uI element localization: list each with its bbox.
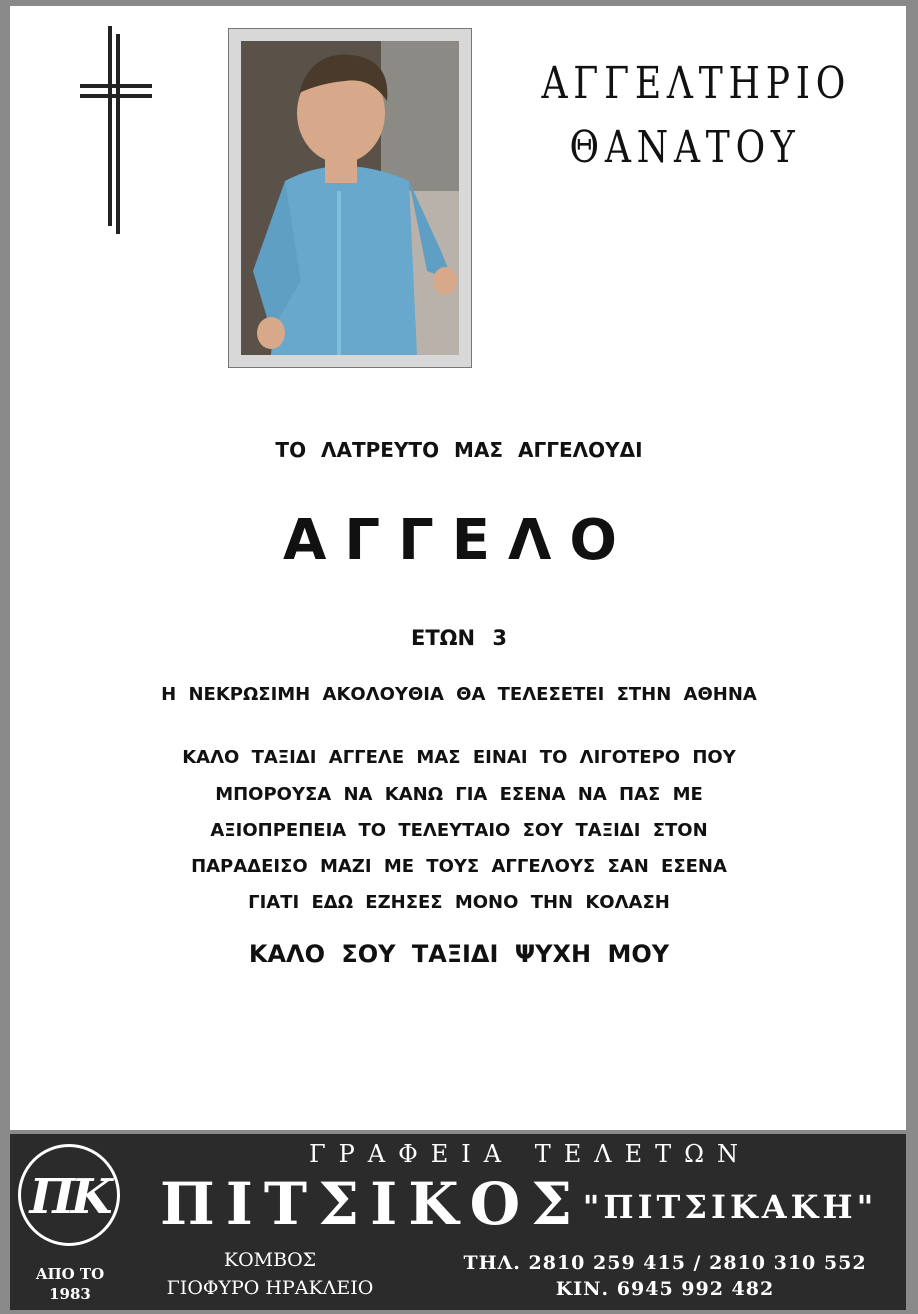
farewell-line: ΚΑΛΟ ΣΟΥ ΤΑΞΙΔΙ ΨΥΧΗ ΜΟΥ: [248, 940, 670, 968]
contact-phones: [450, 1250, 880, 1302]
notice-title: [541, 52, 852, 180]
title-line-2: ΘΑΝΑΤΟΥ: [569, 122, 801, 173]
message-line: ΓΙΑΤΙ ΕΔΩ ΕΖΗΣΕΣ ΜΟΝΟ ΤΗΝ ΚΟΛΑΣΗ: [248, 892, 670, 913]
address: [165, 1246, 375, 1302]
since-label: [20, 1264, 120, 1304]
title-line-1: ΑΓΓΕΛΤΗΡΙΟ: [541, 58, 852, 109]
logo-text: ΠΚ: [29, 1169, 109, 1225]
office-label: ΓΡΑΦΕΙΑ ΤΕΛΕΤΩΝ: [308, 1140, 752, 1168]
deceased-name: ΑΓΓΕΛΟ: [283, 508, 635, 573]
message-line: ΜΠΟΡΟΥΣΑ ΝΑ ΚΑΝΩ ΓΙΑ ΕΣΕΝΑ ΝΑ ΠΑΣ ΜΕ: [215, 784, 703, 805]
age-line: ΕΤΩΝ 3: [410, 626, 508, 650]
brand-alt-name: "ΠΙΤΣΙΚΑΚΗ": [582, 1188, 878, 1226]
funeral-home-logo: [18, 1144, 120, 1246]
intro-line: ΤΟ ΛΑΤΡΕΥΤΟ ΜΑΣ ΑΓΓΕΛΟΥΔΙ: [275, 438, 643, 462]
brand-name: ΠΙΤΣΙΚΟΣ: [160, 1170, 584, 1238]
funeral-line: Η ΝΕΚΡΩΣΙΜΗ ΑΚΟΛΟΥΘΙΑ ΘΑ ΤΕΛΕΣΕΤΕΙ ΣΤΗΝ ΑΘΗΝΑ: [161, 684, 757, 705]
message-line: ΚΑΛΟ ΤΑΞΙΔΙ ΑΓΓΕΛΕ ΜΑΣ ΕΙΝΑΙ ΤΟ ΛΙΓΟΤΕΡΟ ΠΟΥ: [182, 747, 736, 768]
photo-frame: [228, 28, 472, 368]
mobile-line: ΚΙΝ. 6945 992 482: [555, 1278, 775, 1300]
message-line: ΠΑΡΑΔΕΙΣΟ ΜΑΖΙ ΜΕ ΤΟΥΣ ΑΓΓΕΛΟΥΣ ΣΑΝ ΕΣΕΝΑ: [191, 856, 727, 877]
funeral-home-footer: [10, 1134, 906, 1310]
message-line: ΑΞΙΟΠΡΕΠΕΙΑ ΤΟ ΤΕΛΕΥΤΑΙΟ ΣΟΥ ΤΑΞΙΔΙ ΣΤΟΝ: [210, 820, 708, 841]
since-line-1: ΑΠΟ ΤΟ: [35, 1265, 105, 1283]
cross-icon: [10, 6, 170, 246]
since-line-2: 1983: [49, 1285, 91, 1303]
phone-line: ΤΗΛ. 2810 259 415 / 2810 310 552: [463, 1252, 867, 1274]
address-line-1: ΚΟΜΒΟΣ: [223, 1249, 317, 1271]
child-portrait: [241, 41, 459, 355]
address-line-2: ΓΙΟΦΥΡΟ ΗΡΑΚΛΕΙΟ: [166, 1277, 374, 1299]
